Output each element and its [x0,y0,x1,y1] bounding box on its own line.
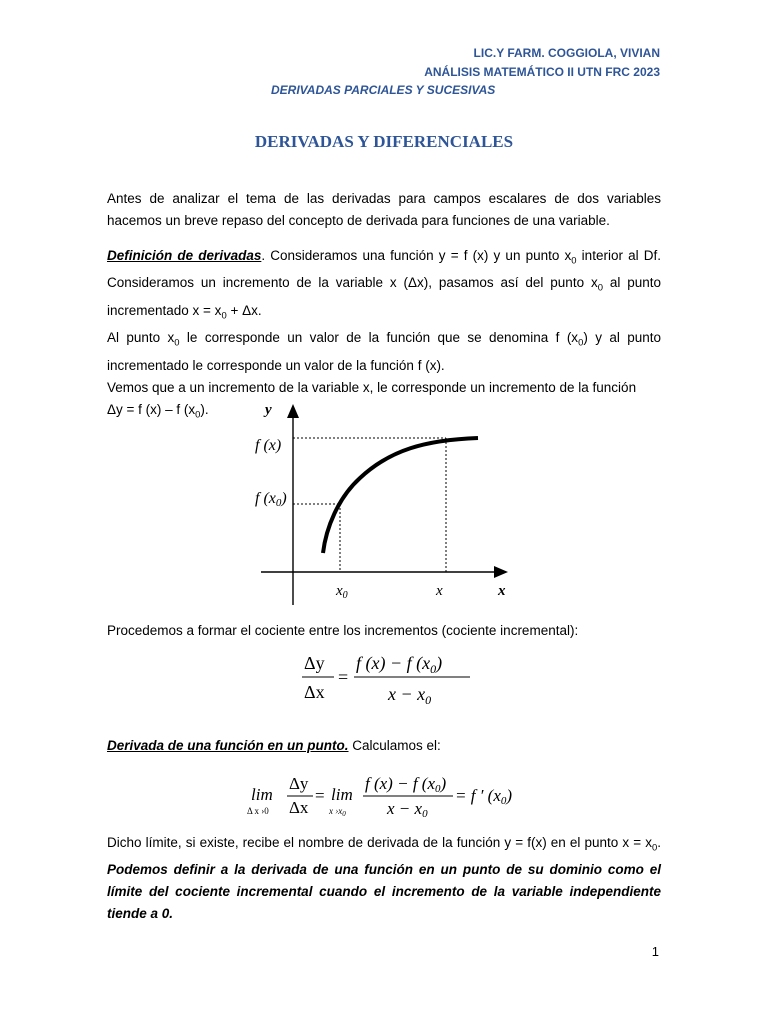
lim-num-right-text: f (x) − f (x [365,774,435,793]
intro-line-2: un breve repaso del concepto de derivada para funciones de una variable. [165,212,610,228]
conclusion-sub: 0 [651,842,658,854]
den-right-sub: 0 [425,693,432,707]
num-right-text: f (x) − f (x [356,653,431,673]
sub-0b: 0 [597,283,603,295]
lim-num-right-close: ) [440,774,447,793]
def-text-3: al punto incrementado x = x [107,275,661,318]
page-title: DERIVADAS Y DIFERENCIALES [254,132,514,151]
limit-formula [245,768,525,823]
definition-lead: Definición de derivadas [107,248,262,263]
x0-label-text: x [336,583,343,599]
sub-0d: 0 [174,338,180,350]
cociente-den-left: Δx [304,682,325,702]
def-line2-b: le corresponde un valor de la función que se denomina f (x [179,330,579,346]
function-curve [323,438,478,553]
conclusion-bold: Podemos definir a la derivada de una función en un punto de su dominio como el límite del cociente incremental cuando el incremento de la variable independiente tiende a 0. [107,862,661,922]
sub-0e: 0 [578,338,584,350]
x0-label [335,583,348,601]
fx0-label [255,490,287,509]
def-line3: Vemos que a un incremento de la variable x, le corresponde un incremento de la función [107,379,637,395]
lim-1: lim [251,785,273,804]
header-course: ANÁLISIS MATEMÁTICO II UTN FRC 2023 [424,65,660,79]
def-line4-a: Δy = f (x) – f (x [107,401,196,417]
page-number: 1 [651,944,659,959]
cociente-eq: = [338,667,349,687]
derivada-punto-paragraph [107,735,661,757]
lim-sub-1: Δ x ›0 [247,806,269,816]
lim-den-right-text: x − x [387,799,423,818]
def-line2-a: Al punto x [107,330,175,346]
def-text-2: interior al Df. Consideramos un incremento de la variable x (Δx), pasamos así del punto x [107,248,662,291]
x-tick-label: x [436,583,443,599]
lim-den-right [386,799,428,820]
num-right-close: ) [436,653,443,673]
cociente-formula [300,645,475,710]
def-line4-b: ). [200,401,209,417]
x-axis-label: x [498,583,506,599]
cociente-num-right [356,653,442,676]
x0-label-sub: 0 [342,590,348,601]
cociente-den-right [387,684,431,707]
lim-sub-2-text: x ›x [329,806,343,816]
sub-0a: 0 [571,255,577,267]
fx0-label-close: ) [281,490,287,507]
lim-eq: = [315,786,325,805]
derivative-result-sub: 0 [500,795,507,807]
derivative-result-text: = f ′ (x [455,786,501,805]
derivative-result [455,786,512,807]
fx-label: f (x) [255,437,282,454]
lim-sub-2-sub: 0 [342,810,346,818]
lim-den-left: Δx [289,798,309,817]
derivada-punto-text: Calculamos el: [348,738,441,753]
intro-line-1: Antes de analizar el tema de las derivadas para campos escalares de dos variables hacemos [107,191,661,228]
num-right-sub: 0 [430,662,437,676]
cociente-intro: Procedemos a formar el cociente entre los incrementos (cociente incremental): [107,623,579,638]
conclusion-line1: Dicho límite, si existe, recibe el nombre de derivada de la función y = f(x) en el punto x = x [107,835,652,850]
derivada-punto-lead: Derivada de una función en un punto. [107,738,349,753]
fx0-label-sub: 0 [275,497,282,509]
def-text-4: + Δx. [226,302,262,318]
fx0-label-text: f (x [255,490,276,507]
lim-sub-2 [328,806,346,818]
conclusion-period: . [657,835,661,850]
cociente-num-left: Δy [304,653,325,673]
y-axis-label: y [265,402,272,418]
header-topic: DERIVADAS PARCIALES Y SUCESIVAS [271,83,496,97]
def-line2-c: ) y al punto incrementado le corresponde un valor de la función f (x). [107,330,661,373]
den-right-text: x − x [388,684,426,704]
y-axis-arrow-icon [287,404,299,418]
derivative-result-close: ) [506,786,513,805]
intro-paragraph [107,188,661,232]
lim-den-right-sub: 0 [422,808,428,820]
def-text-1: . Consideramos una función y = f (x) y un punto x [261,248,572,263]
conclusion-paragraph [107,832,661,925]
header-author: LIC.Y FARM. COGGIOLA, VIVIAN [473,46,660,60]
sub-0f: 0 [195,409,201,421]
x-axis-arrow-icon [494,566,508,578]
lim-2: lim [331,785,353,804]
sub-0c: 0 [221,310,227,322]
lim-num-right [365,774,447,795]
lim-num-left: Δy [289,774,309,793]
function-graph [250,398,515,608]
lim-num-right-sub: 0 [435,783,441,795]
